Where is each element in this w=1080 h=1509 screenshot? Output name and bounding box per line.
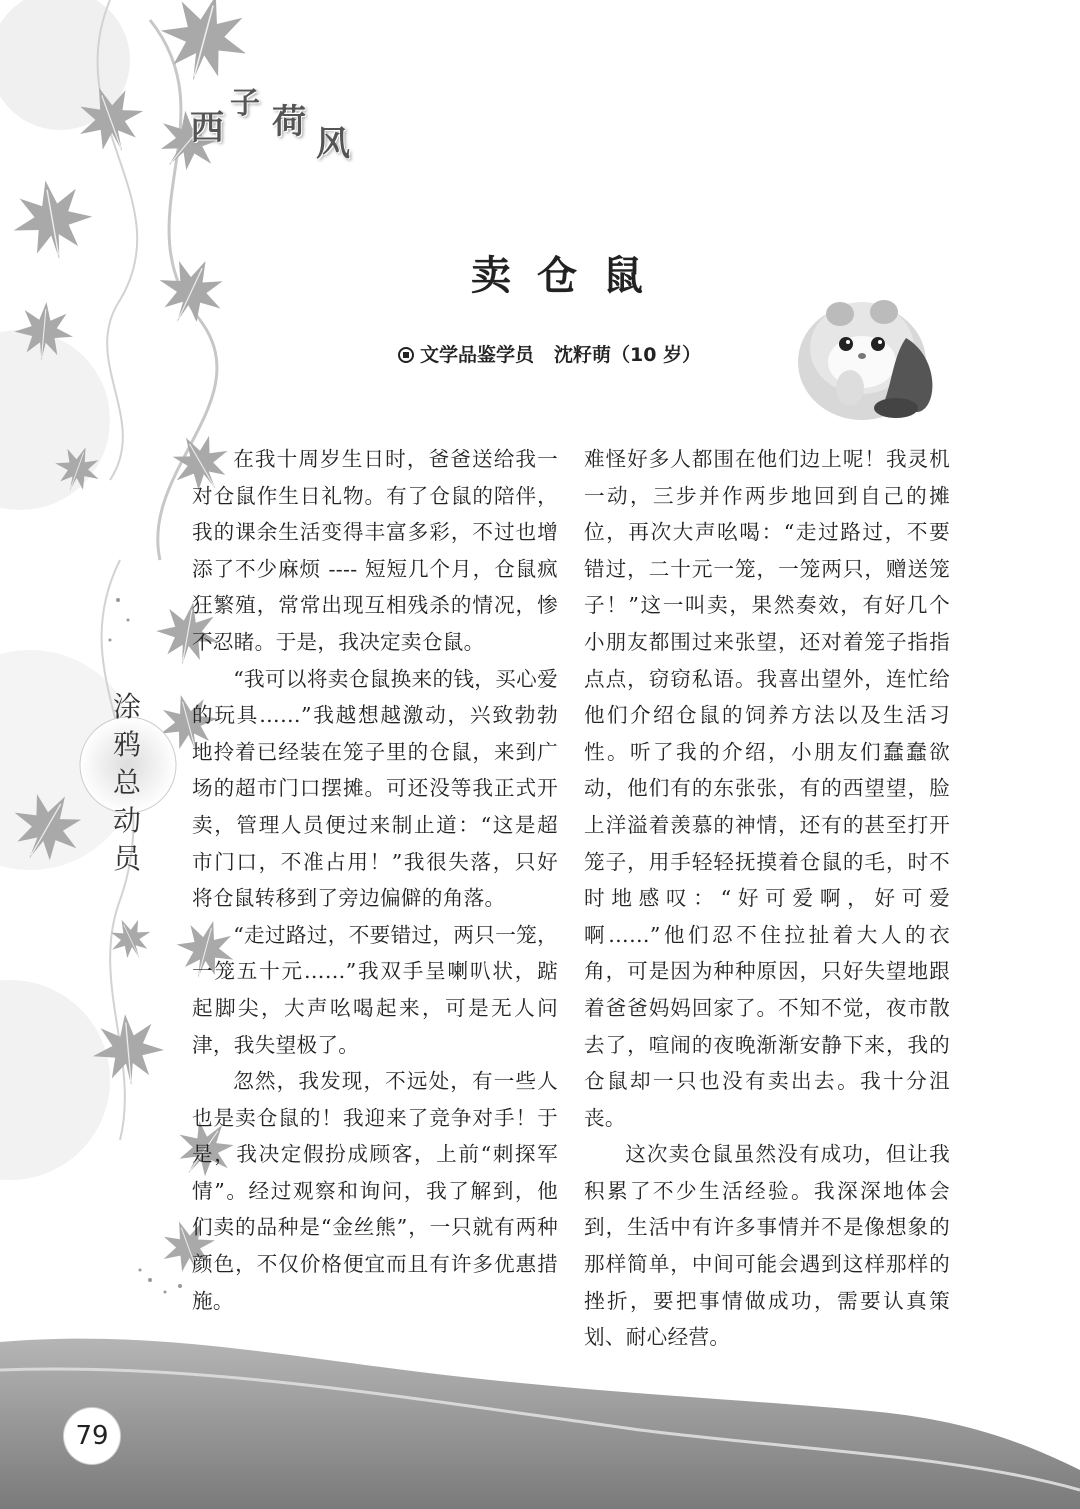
author-name: 沈籽萌（10 岁） [554,344,702,366]
side-tag [98,688,156,878]
body-column-left [192,441,558,1319]
column-title-char: 子 [230,86,260,121]
side-tag-char: 员 [112,842,141,875]
column-title-char: 西 [190,108,224,148]
column-title [190,78,390,168]
maple-leaf-decor [6,174,98,266]
side-tag-char: 鸦 [112,728,141,761]
side-tag-char: 涂 [112,690,141,723]
byline [398,340,701,367]
body-paragraph: “走过路过，不要错过，两只一笼，一笼五十元……”我双手呈喇叭状，踮起脚尖，大声吆喝起来，可是无人问津，我失望极了。 [192,922,558,1057]
side-tag-char: 动 [112,804,141,837]
body-paragraph: 在我十周岁生日时，爸爸送给我一对仓鼠作生日礼物。有了仓鼠的陪伴，我的课余生活变得丰富多彩，不过也增添了不少麻烦 ---- 短短几个月，仓鼠疯狂繁殖，常常出现互相残杀的情况，惨不忍睹。于是，我决定卖仓鼠。 [192,447,558,654]
body-paragraph-continued: 难怪好多人都围在他们边上呢！我灵机一动，三步并作两步地回到自己的摊位，再次大声吆喝：“走过路过，不要错过，二十元一笼，一笼两只，赠送笼子！”这一叫卖，果然奏效，有好几个小朋友都围过来张望，还对着笼子指指点点，窃窃私语。我喜出望外，连忙给他们介绍仓鼠的饲养方法以及生活习性。听了我的介绍，小朋友们蠢蠢欲动，他们有的东张张，有的西望望，脸上洋溢着羡慕的神情，还有的甚至打开笼子，用手轻轻抚摸着仓鼠的毛，时不时地感叹：“好可爱啊，好可爱啊……”他们忍不住拉扯着大人的衣角，可是因为种种原因，只好失望地跟着爸爸妈妈回家了。不知不觉，夜市散去了，喧闹的夜晚渐渐安静下来，我的仓鼠却一只也没有卖出去。我十分沮丧。 [584,447,950,1130]
body-paragraph: 这次卖仓鼠虽然没有成功，但让我积累了不少生活经验。我深深地体会到，生活中有许多事情并不是像想象的那样简单，中间可能会遇到这样那样的挫折，要把事情做成功，需要认真策划、耐心经营。 [584,1142,950,1350]
bullet-icon [398,347,414,363]
bubble-decor [0,330,110,510]
bubble-decor [0,980,110,1180]
column-title-char: 风 [316,124,350,164]
author-role: 文学品鉴学员 [420,344,535,366]
article-title: 卖仓鼠 [471,252,669,299]
column-title-char: 荷 [272,102,306,142]
page-number: 79 [64,1408,120,1464]
body-paragraph: “我可以将卖仓鼠换来的钱，买心爱的玩具……”我越想越激动，兴致勃勃地拎着已经装在笼子里的仓鼠，来到广场的超市门口摆摊。可还没等我正式开卖，管理人员便过来制止道：“这是超市门口，不准占用！”我很失落，只好将仓鼠转移到了旁边偏僻的角落。 [192,666,558,911]
bottom-wave-decor [0,1339,1080,1509]
body-paragraph: 忽然，我发现，不远处，有一些人也是卖仓鼠的！我迎来了竞争对手！于是，我决定假扮成顾客，上前“刺探军情”。经过观察和询问，我了解到，他们卖的品种是“金丝熊”，一只就有两种颜色，不仅价格便宜而且有许多优惠措施。 [192,1069,558,1313]
side-tag-char: 总 [112,766,141,799]
body-column-right [584,441,950,1356]
hamster-illustration [798,300,932,420]
maple-leaf-decor [147,247,236,336]
